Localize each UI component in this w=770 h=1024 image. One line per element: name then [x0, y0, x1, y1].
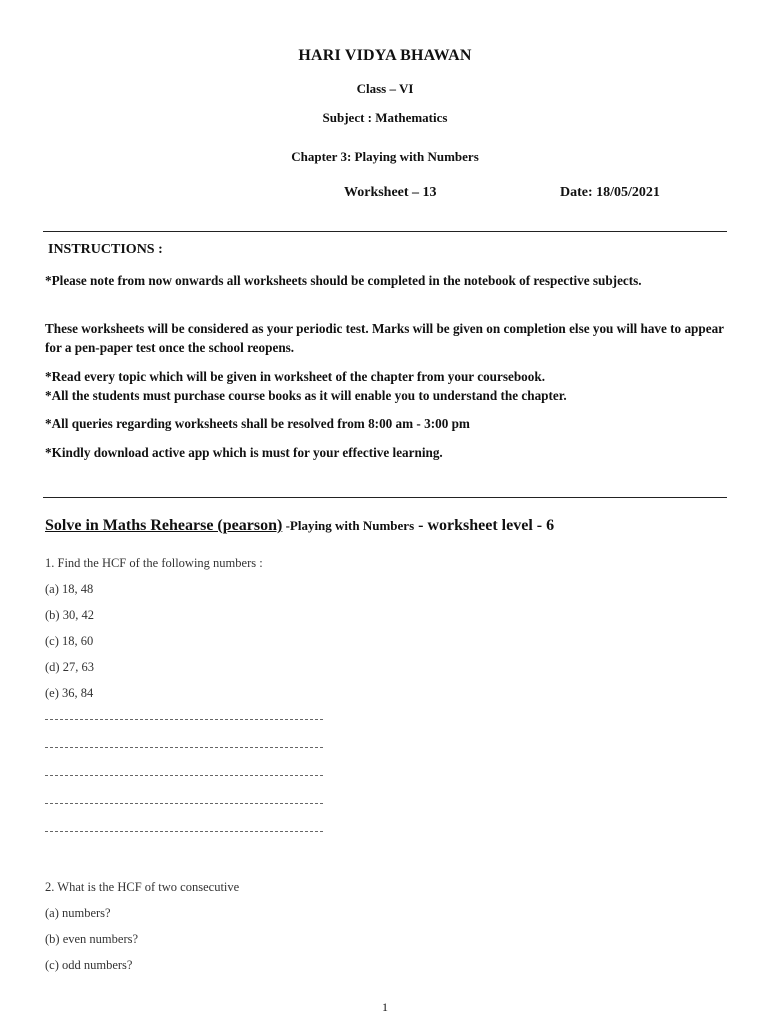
answer-line	[45, 775, 323, 776]
instruction-item: These worksheets will be considered as your periodic test. Marks will be given on completion else you will have to appear for a pen-paper test once the school reopens.	[45, 321, 724, 355]
section-title: Solve in Maths Rehearse (pearson)	[45, 517, 283, 534]
worksheet-number: Worksheet – 13	[344, 185, 437, 200]
instruction-group	[45, 367, 731, 405]
instructions-title: INSTRUCTIONS :	[48, 242, 163, 257]
question-1-text: 1. Find the HCF of the following numbers :	[45, 556, 263, 570]
answer-line	[45, 747, 323, 748]
question-1-option: (e) 36, 84	[45, 686, 94, 700]
section-topic: -Playing with Numbers	[282, 518, 415, 533]
page-number: 1	[382, 1000, 388, 1014]
question-2-option: (c) odd numbers?	[45, 958, 133, 972]
question-1-option: (a) 18, 48	[45, 582, 94, 596]
section-heading	[45, 517, 554, 535]
school-name: HARI VIDYA BHAWAN	[298, 47, 472, 64]
answer-line	[45, 803, 323, 804]
question-2-option: (a) numbers?	[45, 906, 111, 920]
answer-line	[45, 831, 323, 832]
question-2-option: (b) even numbers?	[45, 932, 139, 946]
instruction-item: *Read every topic which will be given in worksheet of the chapter from your coursebook.	[45, 369, 545, 384]
divider-top	[43, 231, 727, 232]
question-1-option: (b) 30, 42	[45, 608, 94, 622]
instruction-item: *All the students must purchase course books as it will enable you to understand the chapter.	[45, 388, 567, 403]
question-2-text: 2. What is the HCF of two consecutive	[45, 880, 240, 894]
answer-line	[45, 719, 323, 720]
instruction-item: *Please note from now onwards all worksheets should be completed in the notebook of respective subjects.	[45, 273, 642, 288]
worksheet-date: Date: 18/05/2021	[560, 185, 660, 200]
subject-label: Subject : Mathematics	[322, 110, 448, 125]
section-level: - worksheet level - 6	[414, 517, 555, 534]
instruction-item: *All queries regarding worksheets shall be resolved from 8:00 am - 3:00 pm	[45, 416, 470, 431]
divider-middle	[43, 497, 727, 498]
question-1-option: (c) 18, 60	[45, 634, 94, 648]
chapter-label: Chapter 3: Playing with Numbers	[291, 149, 479, 164]
class-label: Class – VI	[356, 81, 414, 96]
instruction-item: *Kindly download active app which is must for your effective learning.	[45, 445, 443, 460]
question-1-option: (d) 27, 63	[45, 660, 94, 674]
